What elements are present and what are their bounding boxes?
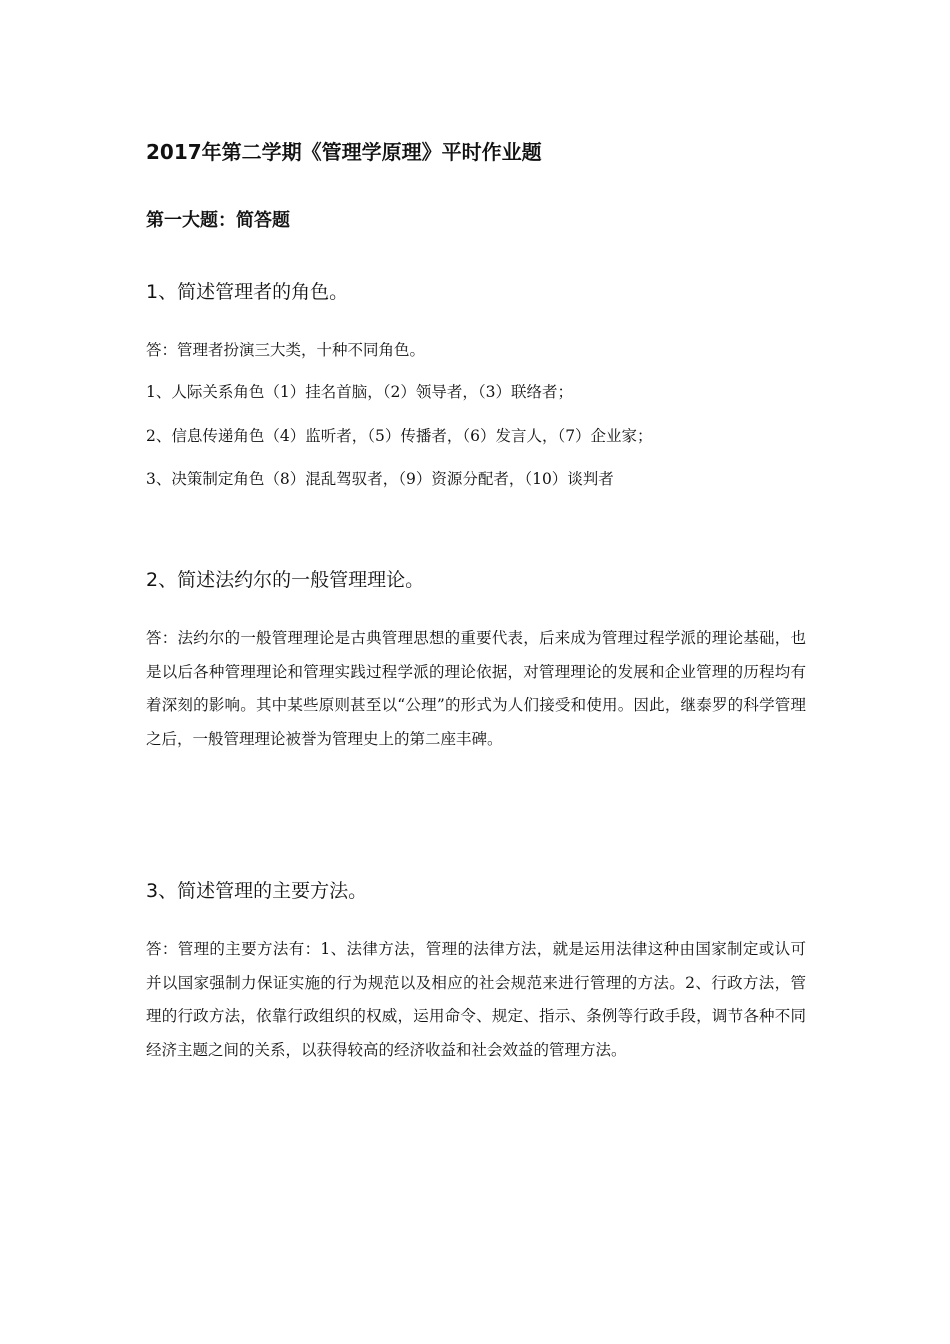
question-1-answer-line-1: 答：管理者扮演三大类，十种不同角色。 (146, 341, 426, 359)
question-1-answer-line-3: 2、信息传递角色（4）监听者，（5）传播者，（6）发言人，（7）企业家； (146, 427, 653, 445)
question-2-title: 2、简述法约尔的一般管理理论。 (146, 569, 425, 591)
question-1-answer-line-4: 3、决策制定角色（8）混乱驾驭者，（9）资源分配者，（10）谈判者 (146, 470, 614, 488)
question-1-answer-line-2: 1、人际关系角色（1）挂名首脑，（2）领导者，（3）联络者； (146, 383, 573, 401)
section-title: 第一大题：简答题 (146, 210, 290, 231)
document-title: 2017年第二学期《管理学原理》平时作业题 (146, 140, 542, 164)
question-2-answer: 答：法约尔的一般管理理论是古典管理思想的重要代表，后来成为管理过程学派的理论基础，也是以后各种管理理论和管理实践过程学派的理论依据，对管理理论的发展和企业管理的历程均有着深刻的影响。其中某些原则甚至以“公理”的形式为人们接受和使用。因此，继泰罗的科学管理之后，一般管理理论被誉为管理史上的第二座丰碑。 (146, 629, 806, 748)
question-3-title: 3、简述管理的主要方法。 (146, 880, 368, 902)
question-3-answer: 答：管理的主要方法有：1、法律方法，管理的法律方法，就是运用法律这种由国家制定或认可并以国家强制力保证实施的行为规范以及相应的社会规范来进行管理的方法。2、行政方法，管理的行政方法，依靠行政组织的权威，运用命令、规定、指示、条例等行政手段，调节各种不同经济主题之间的关系，以获得较高的经济收益和社会效益的管理方法。 (146, 940, 806, 1059)
question-1-title: 1、简述管理者的角色。 (146, 281, 349, 303)
